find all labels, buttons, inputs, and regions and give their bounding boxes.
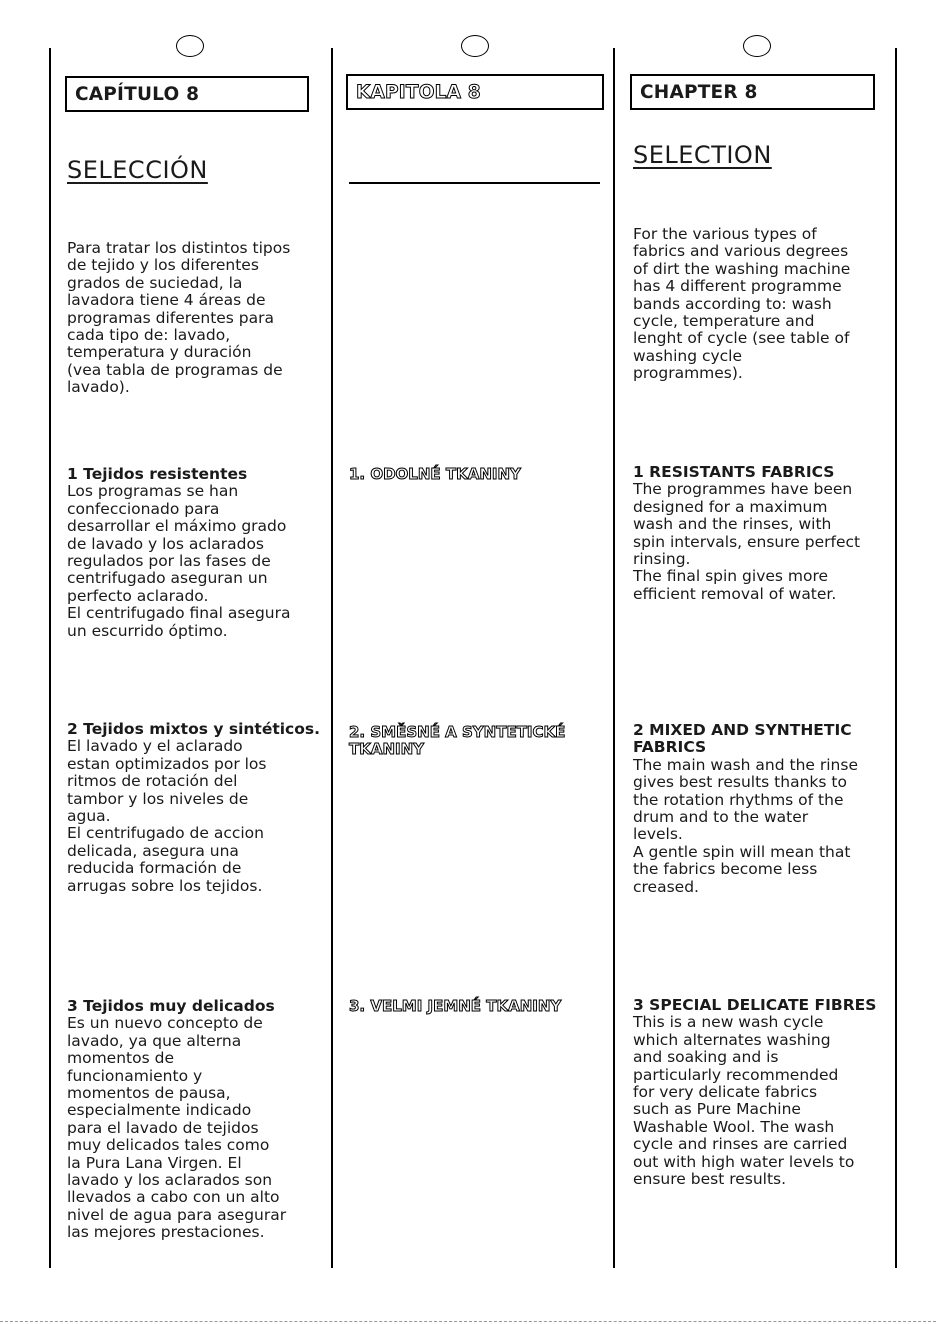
section-3-es: 3 Tejidos muy delicados Es un nuevo concepto de lavado, ya que alterna momentos de funcionamiento y momentos de pausa, especialmente indicado para el lavado de tejidos muy delicados tales como la Pura Lana Virgen. El lavado y los aclarados son llevados a cabo con un alto nivel de agua para asegurar las mejores prestaciones.	[67, 997, 287, 1242]
chapter-heading-cz-text: KAPITOLA 8	[356, 82, 481, 103]
section-2-heading-en-line1: 2 MIXED AND SYNTHETIC	[633, 721, 852, 739]
section-title-en: SELECTION	[633, 141, 772, 169]
chapter-heading-es: CAPÍTULO 8	[65, 76, 309, 112]
column-divider-right	[895, 48, 897, 1268]
chapter-heading-en: CHAPTER 8	[630, 74, 875, 110]
page-bottom-border	[0, 1321, 936, 1322]
section-2-heading-es: 2 Tejidos mixtos y sintéticos.	[67, 720, 321, 738]
section-3-heading-cz: 3. VELMI JEMNÉ TKANINY	[349, 997, 562, 1015]
section-1-es: 1 Tejidos resistentes Los programas se han confeccionado para desarrollar el máximo grado de lavado y los aclarados regulados por las fases de centrifugado aseguran un perfecto aclarado. El centrifugado final asegura un escurrido óptimo.	[67, 465, 291, 640]
section-1-heading-en: 1 RESISTANTS FABRICS	[633, 463, 835, 481]
language-circle-en	[743, 35, 771, 57]
section-1-heading-es: 1 Tejidos resistentes	[67, 465, 248, 483]
section-3-heading-es: 3 Tejidos muy delicados	[67, 997, 275, 1015]
chapter-heading-cz	[346, 74, 604, 110]
column-divider-2	[613, 48, 615, 1268]
section-3-en: 3 SPECIAL DELICATE FIBRES This is a new wash cycle which alternates washing and soaking and is particularly recommended for very delicate fabrics such as Pure Machine Washable Wool. The wash cycle and rinses are carried out with high water levels to ensure best results.	[633, 996, 877, 1189]
intro-en: For the various types of fabrics and various degrees of dirt the washing machine has 4 different programme bands according to: wash cycle, temperature and lenght of cycle (see table of washing cycle programmes).	[633, 225, 851, 383]
intro-es: Para tratar los distintos tipos de tejido y los diferentes grados de suciedad, la lavadora tiene 4 áreas de programas diferentes para cada tipo de: lavado, temperatura y duración (vea tabla de programas de lavado).	[67, 239, 291, 397]
section-1-heading-cz: 1. ODOLNÉ TKANINY	[349, 465, 521, 483]
language-circle-cz	[461, 35, 489, 57]
language-circle-es	[176, 35, 204, 57]
title-rule-cz	[349, 182, 600, 184]
section-2-en: 2 MIXED AND SYNTHETIC FABRICS The main wash and the rinse gives best results thanks to the rotation rhythms of the drum and to the water levels. A gentle spin will mean that the fabrics become less creased.	[633, 721, 858, 896]
section-title-es: SELECCIÓN	[67, 156, 208, 184]
column-divider-1	[331, 48, 333, 1268]
section-1-en: 1 RESISTANTS FABRICS The programmes have been designed for a maximum wash and the rinses, with spin intervals, ensure perfect rinsing. The final spin gives more efficient removal of water.	[633, 463, 861, 603]
section-2-heading-en-line2: FABRICS	[633, 738, 707, 757]
section-2-heading-cz: 2. SMĚSNÉ A SYNTETICKÉ TKANINY	[349, 723, 566, 759]
section-3-heading-en: 3 SPECIAL DELICATE FIBRES	[633, 996, 877, 1014]
column-divider-left	[49, 48, 51, 1268]
section-2-es: 2 Tejidos mixtos y sintéticos. El lavado y el aclarado estan optimizados por los ritmos de rotación del tambor y los niveles de agua. El centrifugado de accion delicada, asegura una reducida formación de arrugas sobre los tejidos.	[67, 720, 321, 895]
